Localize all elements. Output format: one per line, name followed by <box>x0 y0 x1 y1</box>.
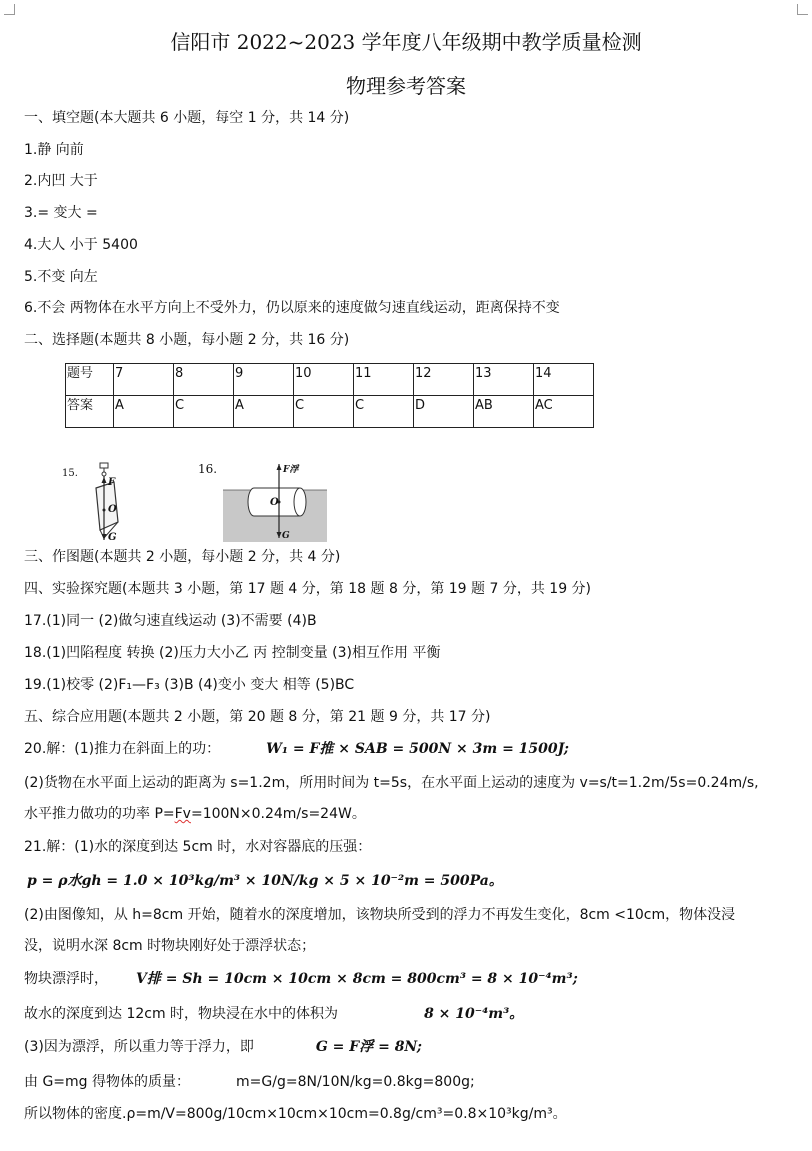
answer-20a-formula: W₁ = F推 × SAB = 500N × 3m = 1500J; <box>266 741 569 757</box>
table-cell-label: 题号 <box>66 364 114 396</box>
table-row <box>66 364 594 396</box>
figure-15-label-f: F <box>108 477 116 488</box>
crop-mark-top-right <box>797 4 808 15</box>
table-cell: A <box>234 396 294 428</box>
answer-line-21b-3 <box>24 969 578 989</box>
answer-line-21b-2: 没，说明水深 8cm 时物块刚好处于漂浮状态； <box>24 938 316 954</box>
answer-line-21e: 所以物体的密度.ρ=m/V=800g/10cm×10cm×10cm=0.8g/cm³=0.8×10³kg/m³。 <box>24 1106 567 1122</box>
answer-line-21b-1: (2)由图像知，从 h=8cm 开始，随着水的深度增加，该物块所受到的浮力不再发生变化，8cm <10cm，物体没浸 <box>24 907 736 923</box>
answer-21b-4-formula: 8 × 10⁻⁴m³。 <box>424 1006 524 1022</box>
section-comprehensive-heading: 五、综合应用题(本题共 2 小题，第 20 题 8 分，第 21 题 9 分，共 17 分) <box>24 709 491 725</box>
table-cell: 12 <box>414 364 474 396</box>
figure-16-label-f: F浮 <box>283 465 299 475</box>
table-cell-label: 答案 <box>66 396 114 428</box>
answer-line-21d <box>24 1072 475 1092</box>
answer-20a-text: 20.解：(1)推力在斜面上的功： <box>24 741 221 757</box>
table-cell: C <box>174 396 234 428</box>
answer-21b-3-formula: V排 = Sh = 10cm × 10cm × 8cm = 800cm³ = 8 × 10⁻⁴m³; <box>136 971 578 987</box>
table-cell: A <box>114 396 174 428</box>
answer-20b-fv: Fv <box>174 806 191 822</box>
figure-15-label-o: O <box>108 504 117 515</box>
answer-21a-formula: p = ρ水gh = 1.0 × 10³kg/m³ × 10N/kg × 5 × 10⁻²m = 500Pa。 <box>27 873 503 889</box>
figure-16 <box>196 458 328 544</box>
answer-line-1: 1.静 向前 <box>24 142 84 158</box>
answer-line-5: 5.不变 向左 <box>24 269 98 285</box>
table-cell: D <box>414 396 474 428</box>
answer-21c-text: (3)因为漂浮，所以重力等于浮力，即 <box>24 1039 254 1055</box>
section-drawing-heading: 三、作图题(本题共 2 小题，每小题 2 分，共 4 分) <box>24 549 341 565</box>
answer-line-2: 2.内凹 大于 <box>24 173 98 189</box>
figure-16-label-g: G <box>282 531 290 541</box>
table-row <box>66 396 594 428</box>
table-cell: 9 <box>234 364 294 396</box>
page-subtitle: 物理参考答案 <box>346 74 466 98</box>
answer-21d-text: 由 G=mg 得物体的质量： <box>24 1074 191 1090</box>
figure-16-number: 16. <box>198 462 218 476</box>
answer-line-6: 6.不会 两物体在水平方向上不受外力，仍以原来的速度做匀速直线运动，距离保持不变 <box>24 300 560 316</box>
section-experiment-heading: 四、实验探究题(本题共 3 小题，第 17 题 4 分，第 18 题 8 分，第 19 题 7 分，共 19 分) <box>24 581 592 597</box>
table-cell: 10 <box>294 364 354 396</box>
answer-21c-formula: G = F浮 = 8N; <box>315 1039 422 1055</box>
figure-15 <box>60 460 140 545</box>
answer-21b-3-text: 物块漂浮时， <box>24 971 108 987</box>
table-cell: C <box>354 396 414 428</box>
page-title: 信阳市 2022~2023 学年度八年级期中教学质量检测 <box>170 30 642 54</box>
table-cell: 7 <box>114 364 174 396</box>
answer-line-21b-4 <box>24 1004 523 1024</box>
figure-15-number: 15. <box>62 468 78 479</box>
table-cell: C <box>294 396 354 428</box>
answer-line-20b-2 <box>24 804 366 824</box>
table-cell: 8 <box>174 364 234 396</box>
answer-line-21c <box>24 1037 422 1057</box>
crop-mark-top-left <box>4 4 15 15</box>
answer-20b-text-pre: 水平推力做功的功率 P= <box>24 806 175 822</box>
choice-answer-table <box>65 363 594 428</box>
answer-line-18: 18.(1)凹陷程度 转换 (2)压力大小乙 丙 控制变量 (3)相互作用 平衡 <box>24 645 441 661</box>
answer-line-20a <box>24 739 569 759</box>
figure-15-label-g: G <box>108 532 117 543</box>
table-cell: 14 <box>534 364 594 396</box>
section-fill-in-heading: 一、填空题(本大题共 6 小题，每空 1 分，共 14 分) <box>24 110 350 126</box>
answer-line-3: 3.= 变大 = <box>24 205 98 221</box>
answer-line-19: 19.(1)校零 (2)F₁—F₃ (3)B (4)变小 变大 相等 (5)BC <box>24 677 355 693</box>
answer-20b-text-post: =100N×0.24m/s=24W。 <box>190 806 366 822</box>
section-choice-heading: 二、选择题(本题共 8 小题，每小题 2 分，共 16 分) <box>24 332 350 348</box>
figure-16-label-o: O <box>270 497 279 508</box>
answer-line-17: 17.(1)同一 (2)做匀速直线运动 (3)不需要 (4)B <box>24 613 317 629</box>
answer-21d-formula: m=G/g=8N/10N/kg=0.8kg=800g; <box>236 1074 475 1090</box>
table-cell: 11 <box>354 364 414 396</box>
table-cell: AB <box>474 396 534 428</box>
answer-line-21a: 21.解：(1)水的深度到达 5cm 时，水对容器底的压强： <box>24 839 372 855</box>
answer-line-20b-1: (2)货物在水平面上运动的距离为 s=1.2m，所用时间为 t=5s，在水平面上运动的速度为 v=s/t=1.2m/5s=0.24m/s, <box>24 775 759 791</box>
answer-line-4: 4.大人 小于 5400 <box>24 237 138 253</box>
table-cell: 13 <box>474 364 534 396</box>
answer-21b-4-text: 故水的深度到达 12cm 时，物块浸在水中的体积为 <box>24 1006 339 1022</box>
table-cell: AC <box>534 396 594 428</box>
